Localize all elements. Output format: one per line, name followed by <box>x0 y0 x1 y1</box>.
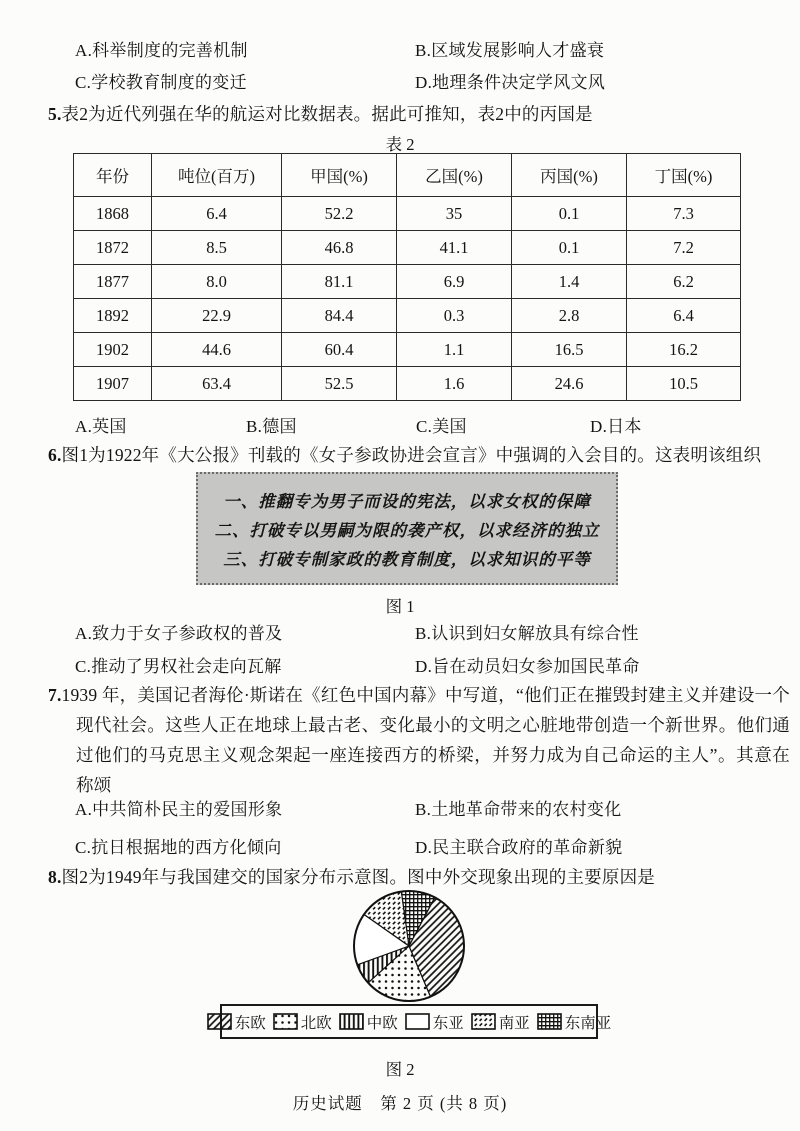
table-cell: 6.4 <box>627 299 741 333</box>
table-row <box>74 367 741 401</box>
table-cell: 24.6 <box>512 367 627 401</box>
q8-number: 8. <box>48 867 62 887</box>
legend-label: 东南亚 <box>564 1014 612 1032</box>
table-cell: 16.5 <box>512 333 627 367</box>
table-cell: 81.1 <box>282 265 397 299</box>
q5-option-d: D.日本 <box>590 417 642 436</box>
figure1-caption: 图 1 <box>385 597 415 616</box>
table-row <box>74 197 741 231</box>
table-cell: 22.9 <box>152 299 282 333</box>
table-cell: 1.4 <box>512 265 627 299</box>
legend-item <box>471 1011 530 1033</box>
table-cell: 8.5 <box>152 231 282 265</box>
table-body <box>74 197 741 401</box>
legend-label: 北欧 <box>300 1014 332 1032</box>
table-cell: 35 <box>397 197 512 231</box>
table-cell: 52.2 <box>282 197 397 231</box>
table-cell: 1902 <box>74 333 152 367</box>
table-cell: 1907 <box>74 367 152 401</box>
table-header-cell: 丙国(%) <box>512 154 627 197</box>
pie-legend <box>220 1004 612 1039</box>
table-cell: 2.8 <box>512 299 627 333</box>
table-row <box>74 333 741 367</box>
q7-stem <box>48 680 790 800</box>
table-cell: 44.6 <box>152 333 282 367</box>
table-cell: 1.1 <box>397 333 512 367</box>
table-cell: 1868 <box>74 197 152 231</box>
shipping-table <box>73 153 741 401</box>
q5-number: 5. <box>48 104 62 124</box>
table-cell: 8.0 <box>152 265 282 299</box>
table-header-row <box>74 154 741 197</box>
figure1-line-1: 一、推翻专为男子而设的宪法，以求女权的保障 <box>223 491 591 511</box>
table2-caption: 表 2 <box>385 135 415 154</box>
q4-option-d: D.地理条件决定学风文风 <box>415 73 606 92</box>
table-row <box>74 265 741 299</box>
table-cell: 0.1 <box>512 231 627 265</box>
q5-stem-text: 表2为近代列强在华的航运对比数据表。据此可推知，表2中的丙国是 <box>61 104 593 124</box>
table-cell: 7.2 <box>627 231 741 265</box>
table-cell: 41.1 <box>397 231 512 265</box>
page-footer: 历史试题 第 2 页 (共 8 页) <box>292 1094 508 1113</box>
q7-option-d: D.民主联合政府的革命新貌 <box>415 838 623 857</box>
table-cell: 0.3 <box>397 299 512 333</box>
table-header-cell: 吨位(百万) <box>152 154 282 197</box>
table-cell: 1.6 <box>397 367 512 401</box>
table-header-cell: 甲国(%) <box>282 154 397 197</box>
table-cell: 16.2 <box>627 333 741 367</box>
q6-stem <box>48 440 790 470</box>
table-cell: 84.4 <box>282 299 397 333</box>
legend-label: 南亚 <box>498 1014 530 1032</box>
q6-option-d: D.旨在动员妇女参加国民革命 <box>415 657 640 676</box>
table-cell: 1892 <box>74 299 152 333</box>
figure2-caption: 图 2 <box>385 1060 415 1079</box>
legend-swatch-icon <box>339 1013 364 1030</box>
table-cell: 46.8 <box>282 231 397 265</box>
table-cell: 6.9 <box>397 265 512 299</box>
q6-stem-text: 图1为1922年《大公报》刊载的《女子参政协进会宣言》中强调的入会目的。这表明该组织 <box>61 445 762 465</box>
q4-option-c: C.学校教育制度的变迁 <box>75 73 247 92</box>
legend-swatch-icon <box>537 1013 562 1030</box>
q6-option-c: C.推动了男权社会走向瓦解 <box>75 657 282 676</box>
figure1-line-3: 三、打破专制家政的教育制度，以求知识的平等 <box>223 549 591 569</box>
table-cell: 63.4 <box>152 367 282 401</box>
table-cell: 6.2 <box>627 265 741 299</box>
pie-chart-svg <box>336 873 482 1019</box>
q8-stem-text: 图2为1949年与我国建交的国家分布示意图。图中外交现象出现的主要原因是 <box>61 867 655 887</box>
table-cell: 1877 <box>74 265 152 299</box>
q4-option-b: B.区域发展影响人才盛衰 <box>415 41 605 60</box>
legend-item <box>537 1011 612 1033</box>
table-cell: 6.4 <box>152 197 282 231</box>
legend-item <box>339 1011 398 1033</box>
table-cell: 0.1 <box>512 197 627 231</box>
legend-label: 中欧 <box>366 1014 398 1032</box>
q4-option-a: A.科举制度的完善机制 <box>75 41 248 60</box>
table-header-cell: 乙国(%) <box>397 154 512 197</box>
q6-option-a: A.致力于女子参政权的普及 <box>75 624 283 643</box>
q7-number: 7. <box>48 685 62 705</box>
q6-option-b: B.认识到妇女解放具有综合性 <box>415 624 639 643</box>
table-row <box>74 299 741 333</box>
legend-swatch-icon <box>405 1013 430 1030</box>
pie-chart-figure2 <box>336 873 482 1019</box>
table-cell: 60.4 <box>282 333 397 367</box>
q7-stem-text: 1939 年，美国记者海伦·斯诺在《红色中国内幕》中写道，“他们正在摧毁封建主义并建设一个现代社会。这些人正在地球上最古老、变化最小的文明之心脏地带创造一个新世界。他们通过他们的马克思主义观念架起一座连接西方的桥梁，并努力成为自己命运的主人”。其意在称颂 <box>61 685 790 795</box>
table-cell: 52.5 <box>282 367 397 401</box>
legend-swatch-icon <box>207 1013 232 1030</box>
legend-item <box>405 1011 464 1033</box>
figure1-line-2: 二、打破专以男嗣为限的袭产权，以求经济的独立 <box>214 520 600 540</box>
table-header-cell: 丁国(%) <box>627 154 741 197</box>
q6-number: 6. <box>48 445 62 465</box>
q7-option-c: C.抗日根据地的西方化倾向 <box>75 838 282 857</box>
q5-option-b: B.德国 <box>246 417 297 436</box>
table-header-cell: 年份 <box>74 154 152 197</box>
table-cell: 7.3 <box>627 197 741 231</box>
legend-item <box>273 1011 332 1033</box>
table-row <box>74 231 741 265</box>
q5-option-a: A.英国 <box>75 417 127 436</box>
q7-option-a: A.中共简朴民主的爱国形象 <box>75 800 283 819</box>
table-cell: 10.5 <box>627 367 741 401</box>
legend-label: 东亚 <box>432 1014 464 1032</box>
legend-swatch-icon <box>273 1013 298 1030</box>
legend-swatch-icon <box>471 1013 496 1030</box>
figure1-declaration-box <box>196 472 618 585</box>
legend-item <box>207 1011 266 1033</box>
q7-option-b: B.土地革命带来的农村变化 <box>415 800 622 819</box>
q5-stem <box>48 99 790 129</box>
legend-label: 东欧 <box>234 1014 266 1032</box>
q5-option-c: C.美国 <box>416 417 467 436</box>
table-cell: 1872 <box>74 231 152 265</box>
